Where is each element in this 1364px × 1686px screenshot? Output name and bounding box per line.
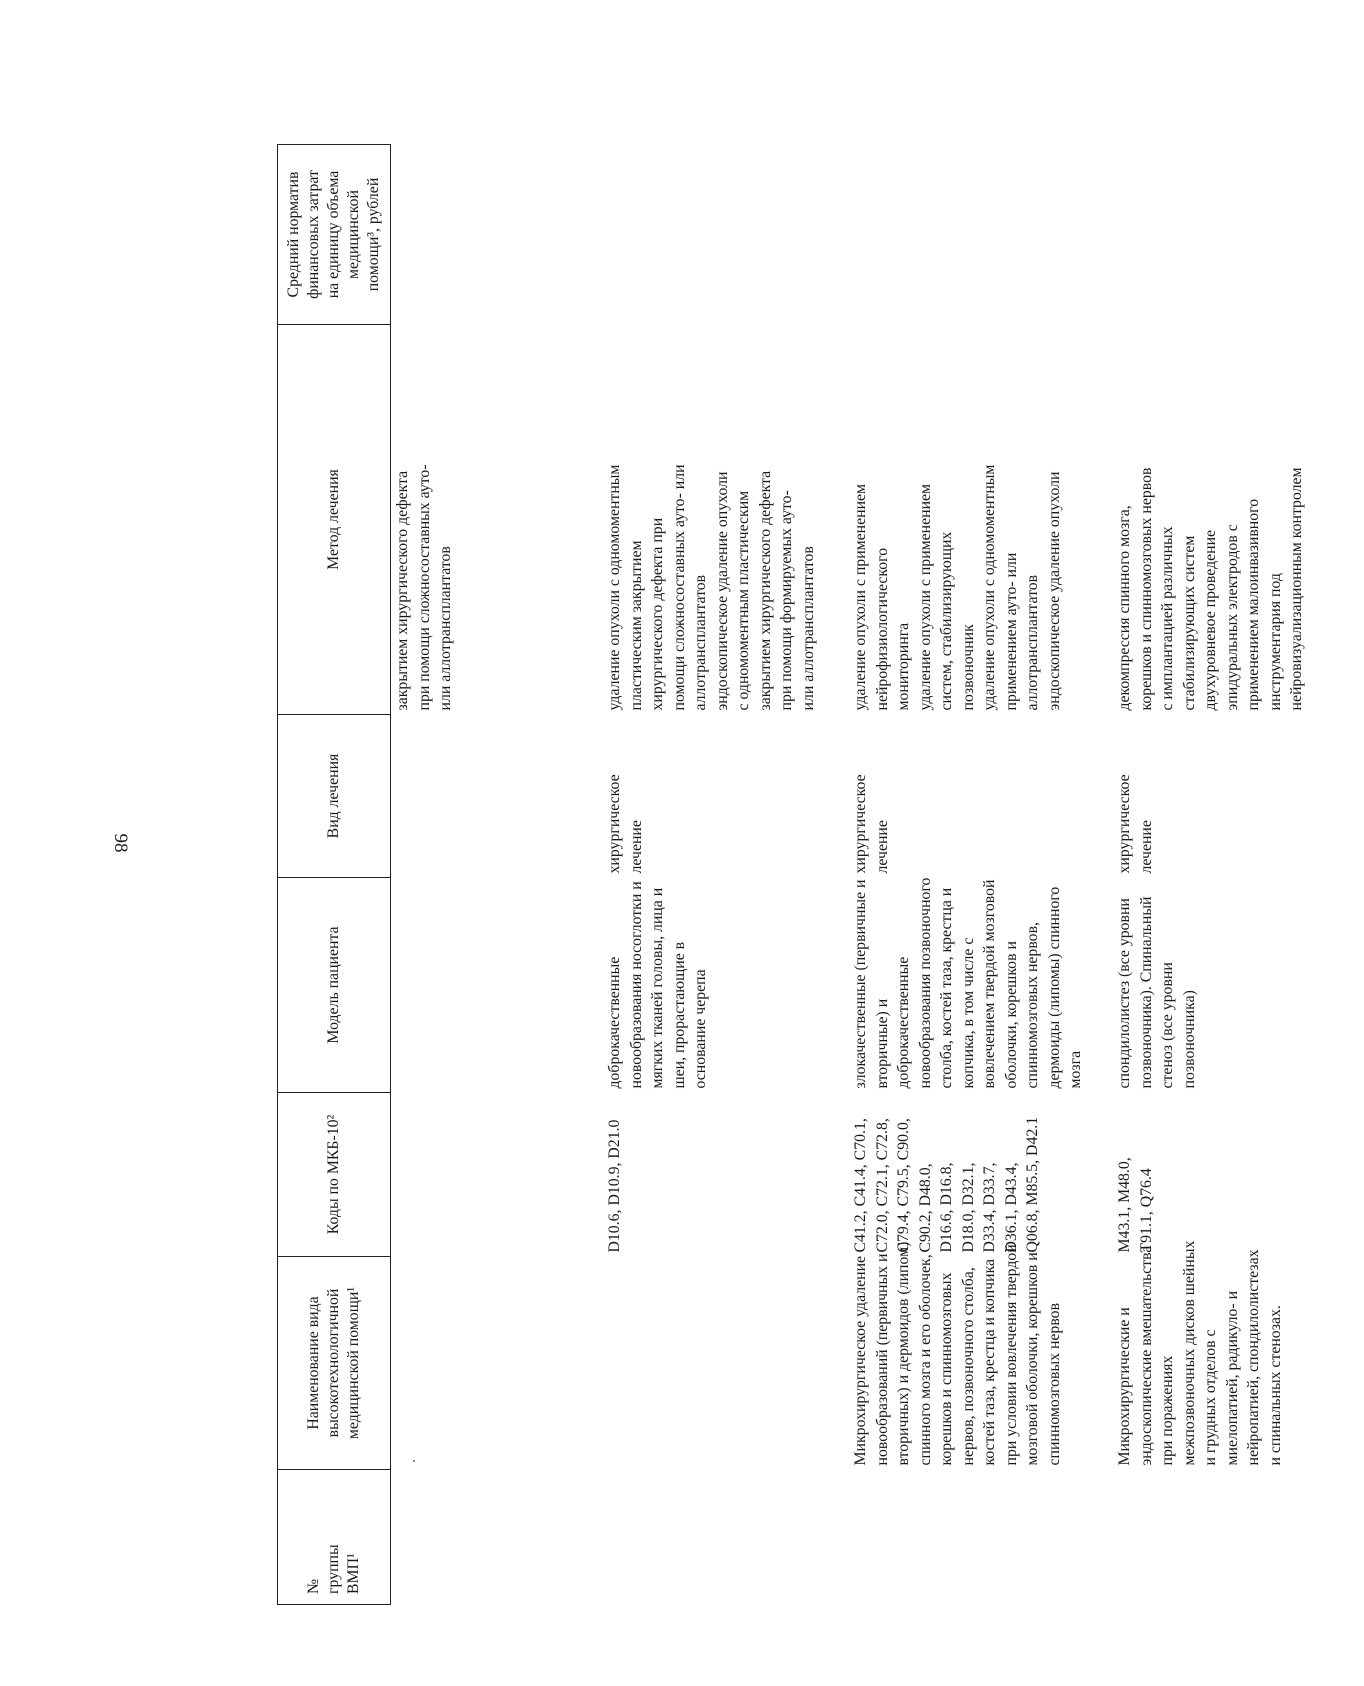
text-line: доброкачественные (895, 956, 912, 1089)
vmp-table (277, 144, 1364, 1605)
text-line: Модель пациента (325, 926, 342, 1044)
cell-group-number (840, 1470, 1106, 1605)
text-line: стеноз (все уровни (1159, 962, 1176, 1089)
cell-treatment-type (596, 715, 840, 878)
text-line: на единицу объема (325, 170, 342, 299)
text-line: группы (325, 1544, 342, 1594)
header-group-number (278, 1470, 391, 1605)
text-line: Средний норматив (285, 171, 302, 298)
cell-group-number (391, 1470, 597, 1605)
cell-treatment-method (1106, 325, 1364, 715)
text-line: инструментария под (1266, 573, 1284, 711)
cell-icd-codes (840, 1093, 1106, 1257)
text-line: нейровизуализационным контролем (1288, 467, 1305, 711)
header-icd-codes (278, 1093, 391, 1257)
text-line: шеи, прорастающие в (670, 941, 688, 1089)
cell-cost-standard (596, 145, 840, 325)
text-line: M43.1, M48.0, (1116, 1157, 1133, 1253)
text-line: эпидуральных электродов с (1223, 524, 1241, 711)
cell-care-name (391, 1257, 597, 1470)
text-line: новообразования носоглотки и (627, 881, 645, 1089)
text-line: C41.2, C41.4, C70.1, (852, 1118, 869, 1253)
cell-icd-codes (1106, 1093, 1364, 1257)
text-line: D16.6, D16.8, (938, 1162, 955, 1253)
table-row (1106, 145, 1364, 1605)
text-line: костей таза, крестца и копчика (981, 1258, 998, 1466)
text-line: № (305, 1578, 322, 1594)
text-line: удаление опухоли с применением (852, 483, 869, 711)
text-line: C90.2, D48.0, (916, 1163, 934, 1253)
text-line: Микрохирургическое удаление (852, 1255, 869, 1466)
text-line: мозга (1067, 1050, 1084, 1089)
text-line: помощи сложносоставных ауто- или (670, 464, 688, 711)
text-line: злокачественные (первичные и (852, 879, 869, 1089)
text-line: декомпрессия спинного мозга, (1116, 505, 1133, 711)
text-line: при помощи формируемых ауто- (778, 490, 795, 711)
cell-patient-model (840, 878, 1106, 1093)
text-line: T91.1, Q76.4 (1137, 1168, 1155, 1253)
cell-cost-standard (840, 145, 1106, 325)
text-line: новообразований (первичных и (873, 1253, 891, 1466)
cell-treatment-type (840, 715, 1106, 878)
text-line: межпозвоночных дисков шейных (1180, 1240, 1198, 1466)
header-row (278, 145, 391, 1605)
text-line: C72.0, C72.1, C72.8, (873, 1118, 891, 1253)
text-line: закрытием хирургического дефекта (394, 470, 411, 711)
text-line: при поражениях (1159, 1355, 1176, 1466)
text-line: эндоскопическое удаление опухоли (1045, 471, 1063, 711)
text-line: C79.4, C79.5, C90.0, (895, 1118, 912, 1253)
text-line: доброкачественные (606, 956, 623, 1089)
text-line: Вид лечения (325, 753, 342, 839)
text-line: лечение (1137, 820, 1155, 874)
cell-treatment-method (391, 325, 597, 715)
text-line: D33.4, D33.7, (981, 1162, 998, 1253)
header-treatment-method (278, 325, 391, 715)
text-line: хирургическое (606, 774, 623, 874)
text-line: финансовых затрат (305, 170, 322, 299)
text-line: D10.6, D10.9, D21.0 (606, 1119, 623, 1253)
cell-patient-model (1106, 878, 1364, 1093)
cell-care-name (596, 1257, 840, 1470)
text-line: при помощи сложносоставных ауто- (415, 464, 433, 711)
text-line: корешков и спинномозговых (938, 1272, 955, 1466)
header-care-name (278, 1257, 391, 1470)
text-line: позвоночника). Спинальный (1137, 896, 1155, 1089)
text-line: D36.1, D43.4, (1002, 1162, 1020, 1253)
text-line: спинномозговых нервов, (1024, 922, 1041, 1089)
text-line: D18.0, D32.1, (959, 1162, 977, 1253)
text-line: при условии вовлечения твердой (1002, 1244, 1020, 1466)
text-line: лечение (873, 820, 891, 874)
cell-treatment-type (391, 715, 597, 878)
text-line: мозговой оболочки, корешков и (1024, 1252, 1041, 1466)
cell-cost-standard (1106, 145, 1364, 325)
text-line: позвоночника) (1180, 990, 1198, 1089)
text-line: медицинской (345, 190, 362, 279)
cell-cost-standard (391, 145, 597, 325)
text-line: Микрохирургические и (1116, 1307, 1133, 1466)
text-line: помощи³, рублей (365, 177, 382, 292)
text-line: новообразования позвоночного (916, 877, 934, 1089)
cell-icd-codes (391, 1093, 597, 1257)
table-row (840, 145, 1106, 1605)
cell-treatment-method (840, 325, 1106, 715)
text-line: хирургическое (1116, 774, 1133, 874)
text-line: и спинальных стенозах. (1266, 1305, 1284, 1466)
text-line: вторичные) и (873, 998, 891, 1089)
text-line: позвоночник (959, 624, 977, 711)
text-line: с имплантацией различных (1159, 526, 1176, 711)
text-line: эндоскопическое удаление опухоли (713, 471, 731, 711)
text-line: спондилолистез (все уровни (1116, 898, 1133, 1089)
text-line: или аллотрансплантатов (437, 546, 454, 711)
header-treatment-type (278, 715, 391, 878)
text-line: систем, стабилизирующих (938, 531, 955, 711)
text-line: столба, костей таза, крестца и (938, 887, 955, 1089)
text-line: вовлечением твердой мозговой (981, 879, 998, 1089)
text-line: вторичных) и дермоидов (липом) (895, 1241, 912, 1466)
header-cost-standard (278, 145, 391, 325)
text-line: Коды по МКБ-10² (325, 1114, 342, 1235)
cell-care-name (840, 1241, 1106, 1470)
text-line: миелопатией, радикуло- и (1223, 1290, 1241, 1466)
text-line: Наименование вида (305, 1296, 322, 1430)
text-line: мягких тканей головы, лица и (649, 887, 666, 1089)
cell-group-number (1106, 1470, 1364, 1605)
text-line: оболочки, корешков и (1002, 941, 1020, 1089)
text-line: пластическим закрытием (627, 540, 645, 711)
cell-treatment-type (1106, 715, 1364, 878)
cell-treatment-method (596, 325, 840, 715)
text-line: удаление опухоли с одномоментным (981, 464, 998, 711)
text-line: высокотехнологичной (325, 1288, 342, 1438)
text-line: удаление опухоли с одномоментным (606, 464, 623, 711)
table-row (391, 145, 597, 1605)
text-line: стабилизирующих систем (1180, 535, 1198, 711)
table-row (596, 145, 840, 1605)
text-line: дермоиды (липомы) спинного (1045, 886, 1063, 1089)
page-number: 98 (110, 833, 131, 853)
text-line: основание черепа (692, 969, 709, 1089)
text-line: хирургического дефекта при (649, 517, 666, 711)
text-line: применением малоинвазивного (1245, 498, 1262, 711)
cell-icd-codes (596, 1093, 840, 1257)
rotated-table-page (277, 145, 1305, 1605)
text-line: и грудных отделов с (1202, 1329, 1219, 1466)
text-line: с одномоментным пластическим (735, 490, 752, 711)
text-line: аллотрансплантатов (692, 574, 709, 711)
text-line: Метод лечения (325, 469, 342, 570)
cell-care-name (1106, 1240, 1364, 1470)
cell-patient-model (391, 878, 597, 1093)
text-line: спинномозговых нервов (1045, 1302, 1063, 1466)
text-line: эндоскопические вмешательства (1137, 1245, 1155, 1466)
text-line: двухуровневое проведение (1202, 529, 1219, 711)
text-line: копчика, в том числе с (959, 937, 977, 1089)
text-line: лечение (627, 820, 645, 874)
text-line: применением ауто- или (1002, 552, 1020, 711)
text-line: Q06.8, M85.5, D42.1 (1024, 1116, 1041, 1253)
text-line: спинного мозга и его оболочек, (916, 1254, 934, 1466)
text-line: нейрофизиологического (873, 547, 891, 711)
text-line: закрытием хирургического дефекта (756, 470, 774, 711)
text-line: нервов, позвоночного столба, (959, 1267, 977, 1466)
text-line: хирургическое (852, 774, 869, 874)
text-line: корешков и спинномозговых нервов (1137, 467, 1155, 711)
text-line: медицинской помощи¹ (345, 1286, 362, 1440)
header-patient-model (278, 878, 391, 1093)
cell-patient-model (596, 878, 840, 1093)
text-line: ВМП¹ (345, 1553, 362, 1594)
cell-group-number (596, 1470, 840, 1605)
text-line: удаление опухоли с применением (916, 483, 934, 711)
text-line: или аллотрансплантатов (799, 546, 817, 711)
text-line: мониторинга (895, 622, 912, 711)
text-line: нейропатией, спондилолистезах (1245, 1249, 1262, 1466)
text-line: аллотрансплантатов (1024, 574, 1041, 711)
